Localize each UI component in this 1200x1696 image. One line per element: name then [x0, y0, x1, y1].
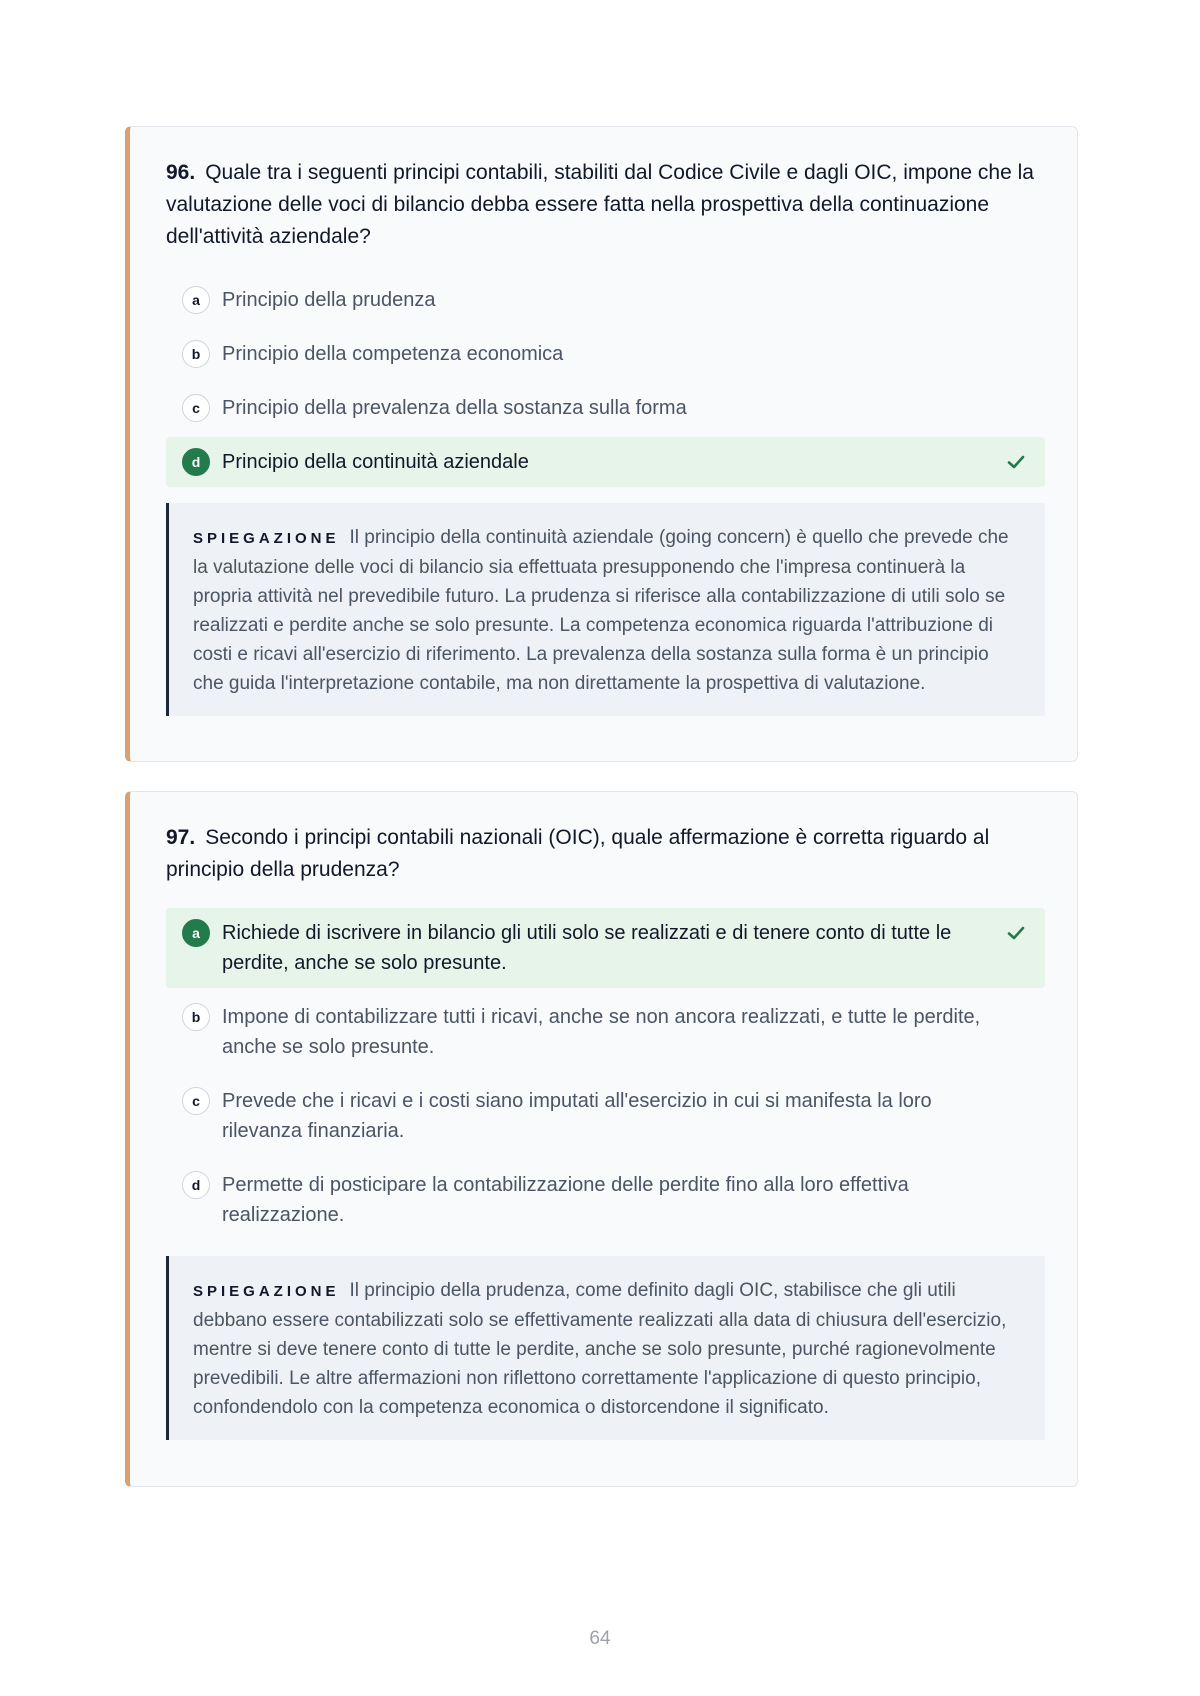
option-letter-badge: a — [182, 286, 210, 314]
option-text: Principio della prevalenza della sostanza sulla forma — [222, 397, 687, 419]
question-card-96 — [125, 126, 1078, 762]
option-text: Principio della prudenza — [222, 289, 436, 311]
question-text — [166, 822, 1045, 886]
explanation-box — [166, 503, 1045, 716]
explanation-text: Il principio della prudenza, come definito dagli OIC, stabilisce che gli utili debbano essere contabilizzati solo se effettivamente realizzati alla data di chiusura dell'esercizio, mentre si deve tenere conto di tutte le perdite, anche se solo presunte, purché ragionevolmente prevedibili. Le altre affermazioni non riflettono correttamente l'applicazione di questo principio, confondendolo con la competenza economica o distorcendone il significato. — [193, 1280, 1007, 1418]
question-body: Quale tra i seguenti principi contabili, stabiliti dal Codice Civile e dagli OIC, impone che la valutazione delle voci di bilancio debba essere fatta nella prospettiva della continuazione dell'attività aziendale? — [166, 161, 1034, 248]
option-text: Principio della competenza economica — [222, 343, 564, 365]
option-b[interactable] — [166, 992, 1045, 1072]
option-letter-badge: b — [182, 1003, 210, 1031]
question-number: 97. — [166, 826, 196, 849]
option-a[interactable] — [166, 275, 1045, 325]
option-letter-badge: b — [182, 340, 210, 368]
option-a-correct[interactable] — [166, 908, 1045, 988]
page-number: 64 — [589, 1628, 611, 1649]
option-letter-badge: d — [182, 1171, 210, 1199]
option-letter-badge: a — [182, 919, 210, 947]
question-body: Secondo i principi contabili nazionali (OIC), quale affermazione è corretta riguardo al principio della prudenza? — [166, 826, 990, 881]
question-card-97 — [125, 791, 1078, 1487]
question-number: 96. — [166, 161, 196, 184]
option-d[interactable] — [166, 1160, 1045, 1240]
option-text: Richiede di iscrivere in bilancio gli utili solo se realizzati e di tenere conto di tutte le perdite, anche se solo presunte. — [222, 922, 952, 974]
explanation-text: Il principio della continuità aziendale (going concern) è quello che prevede che la valutazione delle voci di bilancio sia effettuata presupponendo che l'impresa continuerà la propria attività nel prevedibile futuro. La prudenza si riferisce alla contabilizzazione di utili solo se realizzati e perdite anche se solo presunte. La competenza economica riguarda l'attribuzione di costi e ricavi all'esercizio di riferimento. La prevalenza della sostanza sulla forma è un principio che guida l'interpretazione contabile, ma non direttamente la prospettiva di valutazione. — [193, 527, 1009, 694]
option-b[interactable] — [166, 329, 1045, 379]
option-text: Principio della continuità aziendale — [222, 451, 529, 473]
option-d-correct[interactable] — [166, 437, 1045, 487]
explanation-label: SPIEGAZIONE — [193, 530, 340, 547]
option-text: Impone di contabilizzare tutti i ricavi, anche se non ancora realizzati, e tutte le perdite, anche se solo presunte. — [222, 1006, 981, 1058]
option-text: Prevede che i ricavi e i costi siano imputati all'esercizio in cui si manifesta la loro rilevanza finanziaria. — [222, 1090, 932, 1142]
question-text — [166, 157, 1045, 253]
option-letter-badge: c — [182, 1087, 210, 1115]
explanation-box — [166, 1256, 1045, 1440]
option-c[interactable] — [166, 1076, 1045, 1156]
option-letter-badge: c — [182, 394, 210, 422]
check-icon — [1007, 453, 1025, 471]
option-letter-badge: d — [182, 448, 210, 476]
option-text: Permette di posticipare la contabilizzazione delle perdite fino alla loro effettiva realizzazione. — [222, 1174, 909, 1226]
explanation-label: SPIEGAZIONE — [193, 1283, 340, 1300]
check-icon — [1007, 924, 1025, 942]
option-c[interactable] — [166, 383, 1045, 433]
